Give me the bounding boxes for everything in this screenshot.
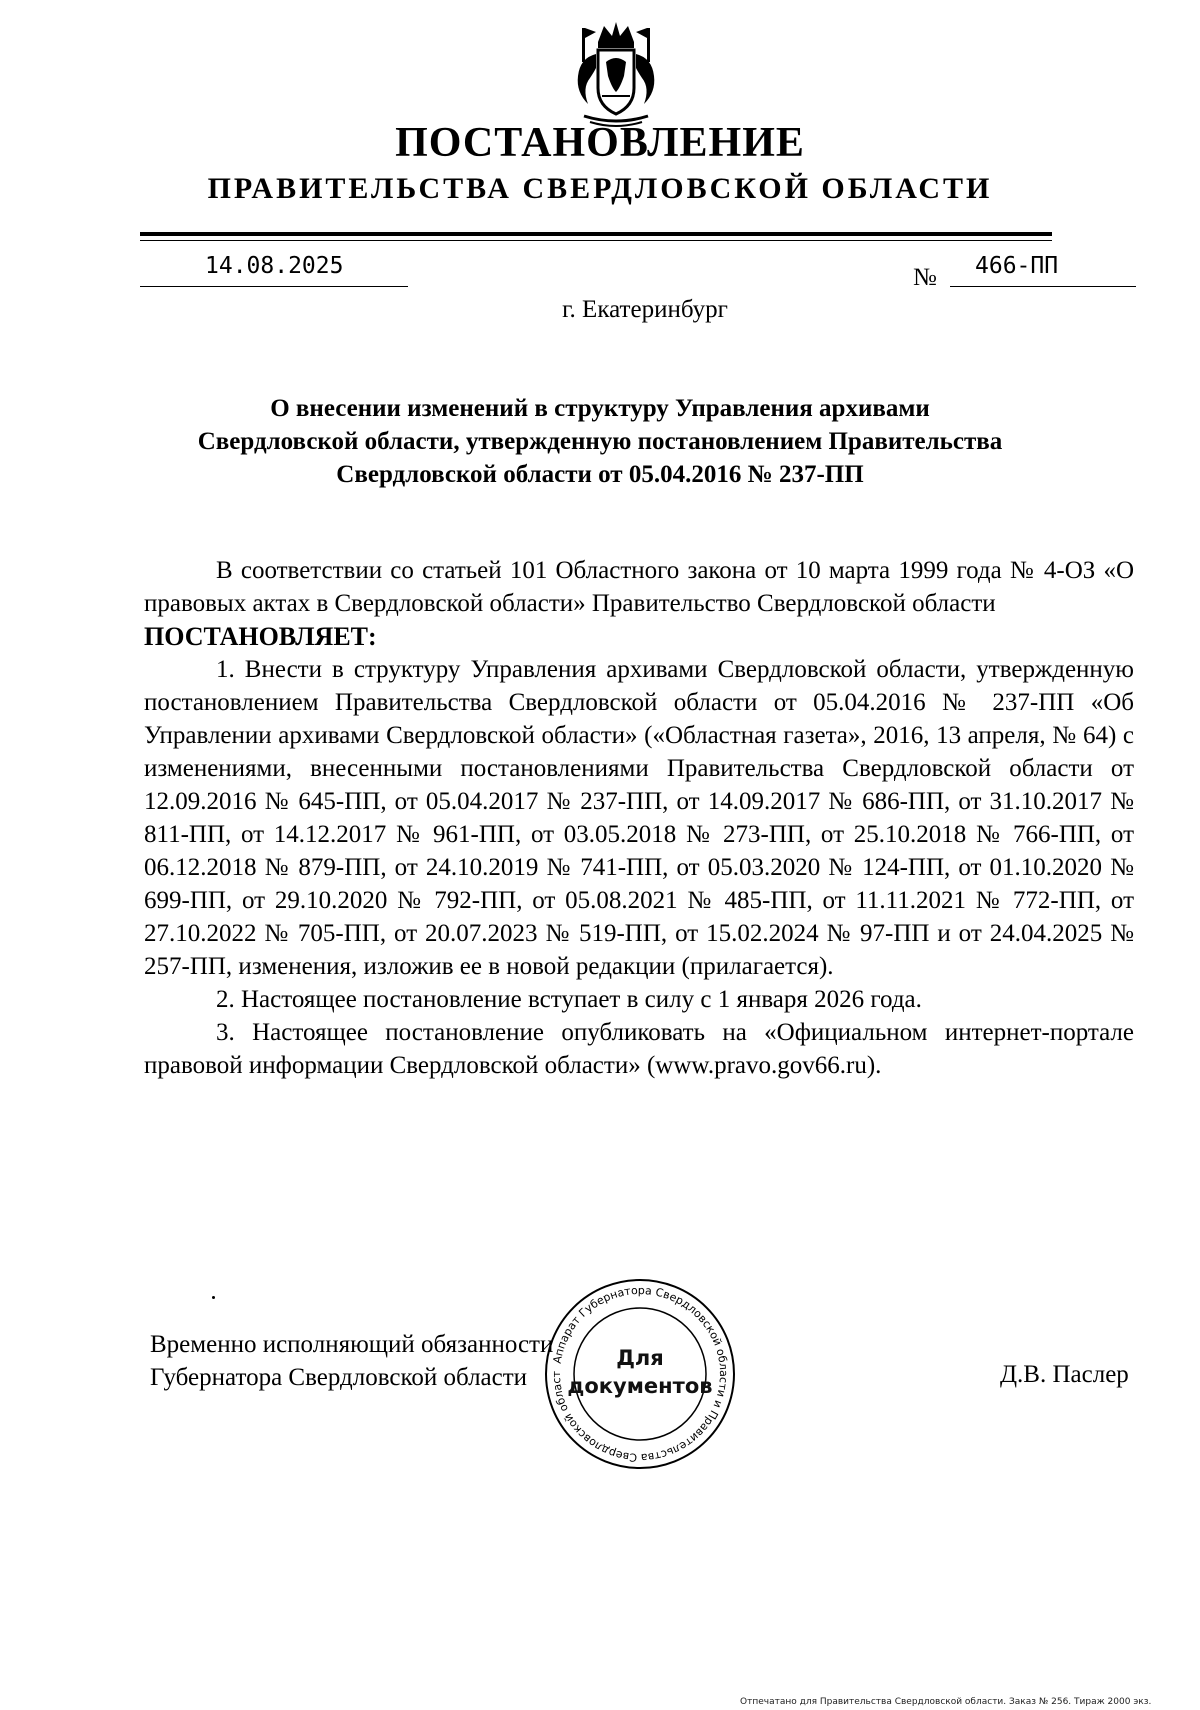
city: г. Екатеринбург xyxy=(562,296,728,323)
document-number: 466-ПП xyxy=(975,253,1059,279)
print-footer: Отпечатано для Правительства Свердловской области. Заказ № 256. Тираж 2000 экз. xyxy=(740,1697,1152,1707)
signatory-position-line: Губернатора Свердловской области xyxy=(150,1364,528,1391)
preamble-paragraph: В соответствии со статьей 101 Областного закона от 10 марта 1999 года № 4-ОЗ «О правовых актах в Свердловской области» Правительство Свердловской области xyxy=(144,557,1134,617)
document-date: 14.08.2025 xyxy=(205,253,344,279)
heading-line: Свердловской области от 05.04.2016 № 237-ПП xyxy=(336,461,864,488)
stamp-ring-text: Аппарат Губернатора Свердловской области и Правительства Свердловской област xyxy=(549,1283,731,1465)
document-body xyxy=(144,554,1134,1082)
date-underline xyxy=(140,286,408,287)
number-sign: № xyxy=(913,264,937,291)
document-type-title: ПОСТАНОВЛЕНИЕ xyxy=(395,120,805,166)
coat-of-arms-icon xyxy=(568,18,664,130)
item-3-paragraph: 3. Настоящее постановление опубликовать на «Официальном интернет-портале правовой информации Свердловской области» (www.pravo.gov66.ru). xyxy=(144,1019,1134,1079)
signatory-name: Д.В. Паслер xyxy=(1000,1361,1129,1388)
scan-speck xyxy=(212,1296,215,1299)
item-1-paragraph: 1. Внести в структуру Управления архивами Свердловской области, утвержденную постановлением Правительства Свердловской области от 05.04.2016 № 237-ПП «Об Управлении архивами Свердловской области» («Областная газета», 2016, 13 апреля, № 64) с изменениями, внесенными постановлениями Правительства Свердловской области от 12.09.2016 № 645-ПП, от 05.04.2017 № 237-ПП, от 14.09.2017 № 686-ПП, от 31.10.2017 № 811-ПП, от 14.12.2017 № 961-ПП, от 03.05.2018 № 273-ПП, от 25.10.2018 № 766-ПП, от 06.12.2018 № 879-ПП, от 24.10.2019 № 741-ПП, от 05.03.2020 № 124-ПП, от 01.10.2020 № 699-ПП, от 29.10.2020 № 792-ПП, от 05.08.2021 № 485-ПП, от 11.11.2021 № 772-ПП, от 27.10.2022 № 705-ПП, от 20.07.2023 № 519-ПП, от 15.02.2024 № 97-ПП и от 24.04.2025 № 257-ПП, изменения, изложив ее в новой редакции (прилагается). xyxy=(144,656,1134,980)
signatory-position-line: Временно исполняющий обязанности xyxy=(150,1331,554,1358)
issuing-authority: ПРАВИТЕЛЬСТВА СВЕРДЛОВСКОЙ ОБЛАСТИ xyxy=(207,172,993,205)
stamp-center-line: Для xyxy=(616,1346,664,1370)
stamp-center-line: документов xyxy=(567,1374,713,1398)
official-stamp xyxy=(542,1276,738,1472)
resolves-label: ПОСТАНОВЛЯЕТ: xyxy=(144,622,377,651)
number-underline xyxy=(950,286,1136,287)
heading-line: Свердловской области, утвержденную постановлением Правительства xyxy=(197,428,1003,455)
item-2-paragraph: 2. Настоящее постановление вступает в силу с 1 января 2026 года. xyxy=(216,986,922,1013)
document-heading xyxy=(150,392,1050,491)
heading-line: О внесении изменений в структуру Управления архивами xyxy=(270,395,930,422)
header-rule-thin xyxy=(140,240,1052,241)
header-rule-thick xyxy=(140,232,1052,236)
